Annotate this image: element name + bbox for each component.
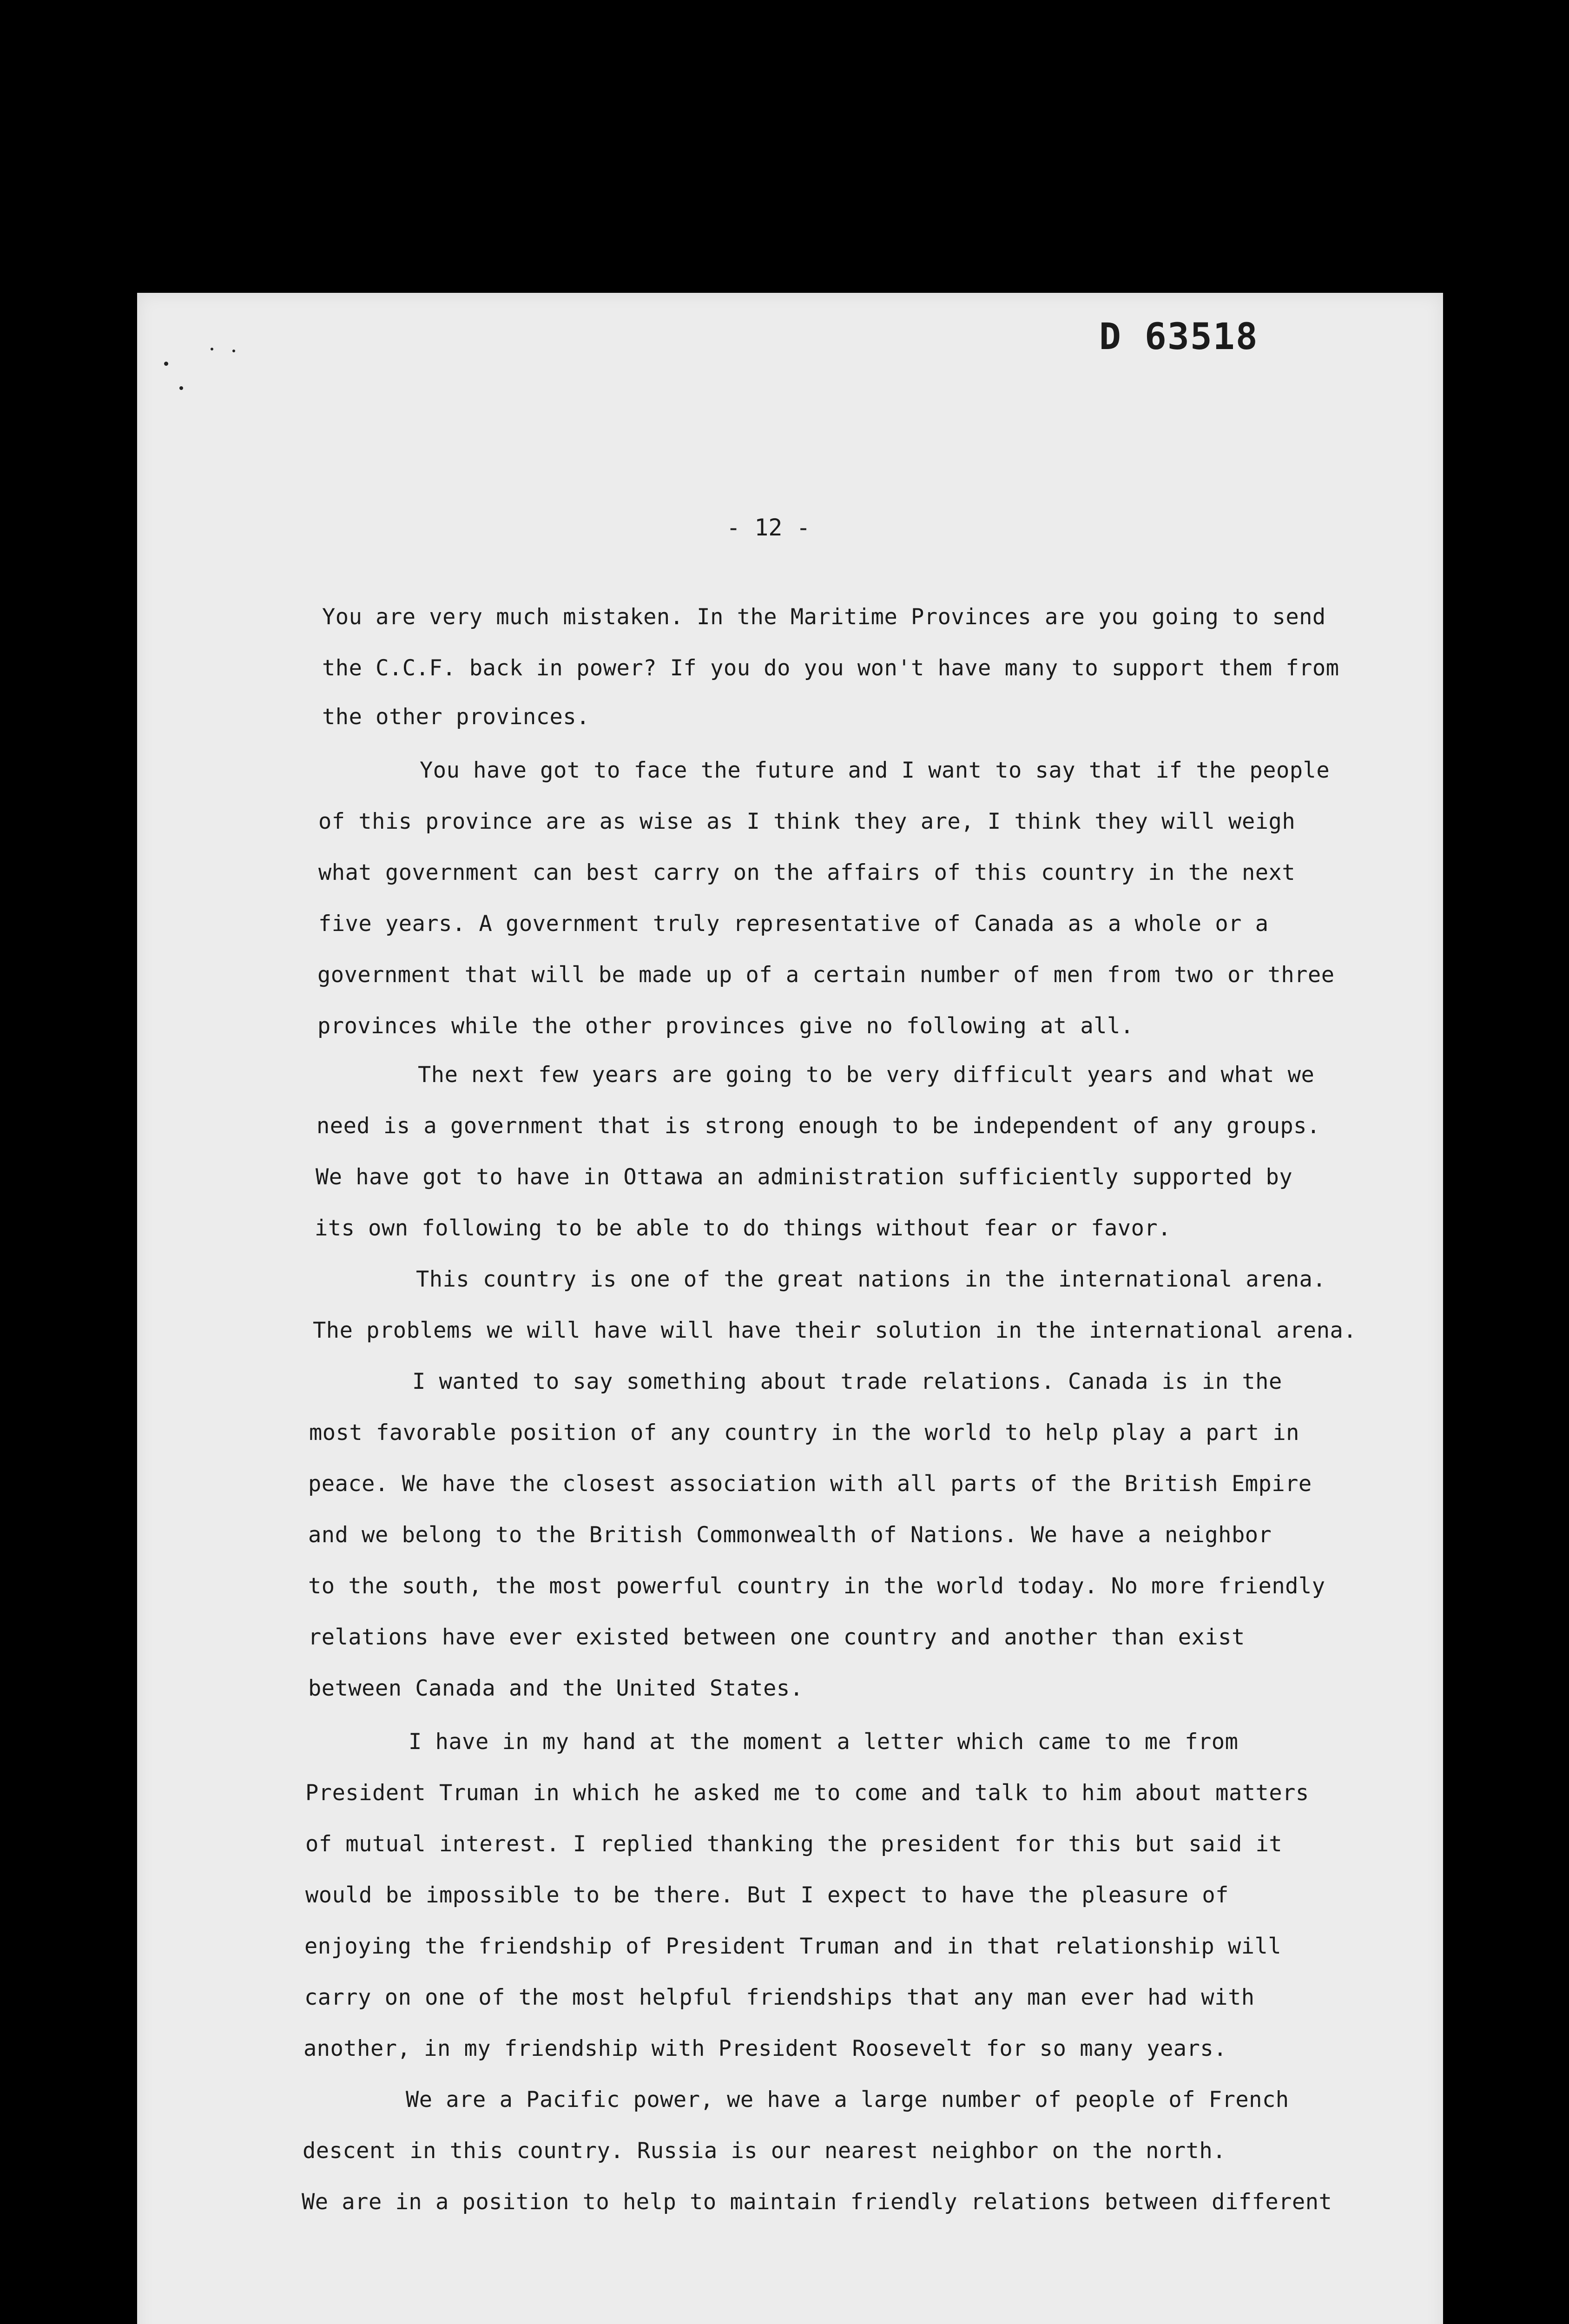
text-line: This country is one of the great nations in the international arena. (416, 1267, 1326, 1292)
text-line: I have in my hand at the moment a letter which came to me from (409, 1729, 1239, 1755)
text-line: relations have ever existed between one country and another than exist (308, 1624, 1245, 1650)
text-line: the C.C.F. back in power? If you do you won't have many to support them from (322, 655, 1339, 681)
text-line: to the south, the most powerful country in the world today. No more friendly (308, 1573, 1325, 1599)
text-line: between Canada and the United States. (308, 1676, 804, 1701)
paper-speck (211, 348, 213, 350)
text-line: You are very much mistaken. In the Maritime Provinces are you going to send (322, 604, 1326, 630)
text-line: of this province are as wise as I think they are, I think they will weigh (318, 809, 1296, 834)
document-page (137, 293, 1443, 2324)
text-line: five years. A government truly representative of Canada as a whole or a (318, 911, 1269, 937)
text-line: the other provinces. (322, 704, 590, 730)
text-line: carry on one of the most helpful friendships that any man ever had with (304, 1985, 1255, 2010)
text-line: of mutual interest. I replied thanking the president for this but said it (305, 1831, 1283, 1857)
text-line: enjoying the friendship of President Truman and in that relationship will (304, 1934, 1282, 1959)
text-line: We are a Pacific power, we have a large number of people of French (406, 2087, 1289, 2113)
text-line: I wanted to say something about trade relations. Canada is in the (412, 1369, 1282, 1394)
paper-speck (179, 386, 183, 390)
text-line: We are in a position to help to maintain friendly relations between different (302, 2189, 1332, 2215)
text-line: provinces while the other provinces give no following at all. (317, 1013, 1134, 1039)
paper-speck (164, 362, 168, 366)
text-line: The problems we will have will have their solution in the international arena. (313, 1318, 1357, 1343)
text-line: You have got to face the future and I want to say that if the people (420, 758, 1330, 783)
text-line: The next few years are going to be very difficult years and what we (418, 1062, 1315, 1088)
text-line: government that will be made up of a certain number of men from two or three (317, 962, 1335, 988)
text-line: most favorable position of any country in the world to help play a part in (309, 1420, 1299, 1446)
text-line: its own following to be able to do things without fear or favor. (315, 1215, 1171, 1241)
text-line: need is a government that is strong enough to be independent of any groups. (316, 1113, 1320, 1139)
text-line: peace. We have the closest association with all parts of the British Empire (308, 1471, 1312, 1497)
text-line: another, in my friendship with President Roosevelt for so many years. (303, 2036, 1227, 2061)
text-line: We have got to have in Ottawa an administration sufficiently supported by (316, 1164, 1293, 1190)
paper-speck (232, 350, 235, 352)
text-line: what government can best carry on the affairs of this country in the next (318, 860, 1296, 885)
text-line: and we belong to the British Commonwealth of Nations. We have a neighbor (308, 1522, 1272, 1548)
page-number: - 12 - (726, 514, 811, 541)
document-number-stamp: D 63518 (1099, 316, 1259, 358)
text-line: would be impossible to be there. But I expect to have the pleasure of (305, 1882, 1229, 1908)
text-line: descent in this country. Russia is our nearest neighbor on the north. (303, 2138, 1226, 2164)
text-line: President Truman in which he asked me to come and talk to him about matters (305, 1780, 1309, 1806)
